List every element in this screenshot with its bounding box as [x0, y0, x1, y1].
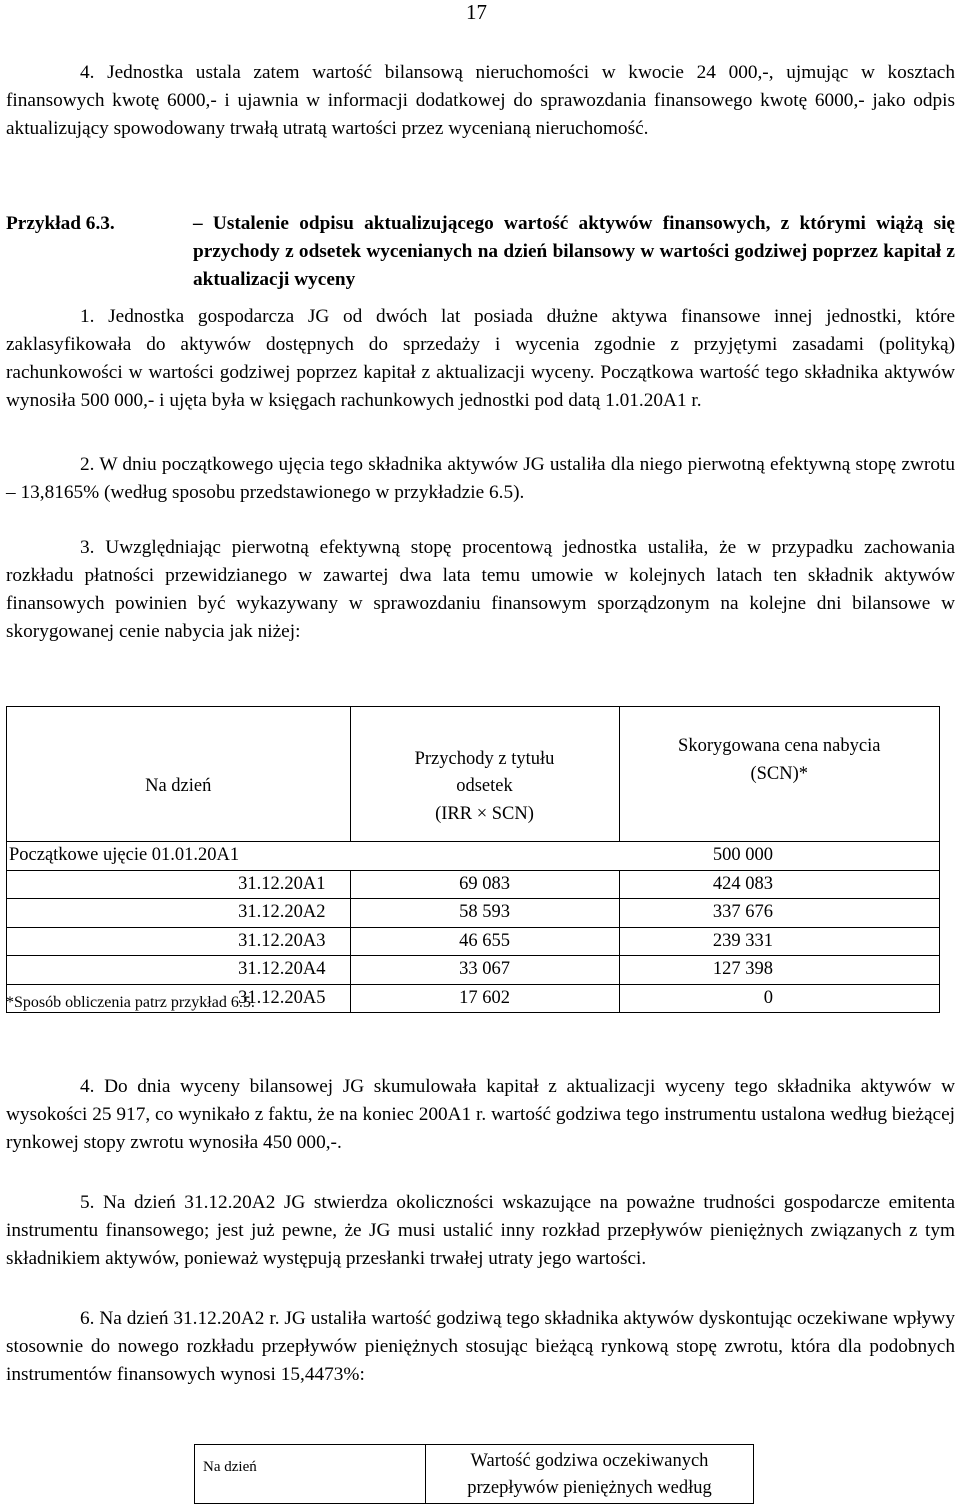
- fair-value-table: [194, 1444, 754, 1504]
- paragraph-5: 5. Na dzień 31.12.20A2 JG stwierdza okoliczności wskazujące na poważne trudności gospodarcze emitenta instrumentu finansowego; jest już pewne, że JG musi ustalić inny rozkład przepływów pieniężnych związanych z tym składnikiem aktywów, ponieważ występują przesłanki trwałej utraty jego wartości.: [6, 1192, 955, 1269]
- paragraph-3: 3. Uwzględniając pierwotną efektywną stopę procentową jednostka ustaliła, że w przypadku zachowania rozkładu płatności przewidzianego w zawartej dwa lata temu umowie w kolejnych latach ten składnik aktywów finansowych powinien być wykazywany w sprawozdaniu finansowym sporządzonym na kolejne dni bilansowe w skorygowanej cenie nabycia jak niżej:: [6, 537, 955, 642]
- paragraph-6: 6. Na dzień 31.12.20A2 r. JG ustaliła wartość godziwą tego składnika aktywów dyskontując oczekiwane wpływy stosownie do nowego rozkładu przepływów pieniężnych stosując bieżącą rynkową stopę zwrotu, która dla podobnych instrumentów finansowych wynosi 15,4473%:: [6, 1308, 955, 1385]
- row-interest: 46 655: [350, 927, 619, 956]
- header-interest: Przychody z tytułu odsetek (IRR × SCN): [350, 707, 619, 842]
- table-row: [7, 899, 940, 928]
- row-scn: 239 331: [619, 927, 940, 956]
- paragraph-2: 2. W dniu początkowego ujęcia tego składnika aktywów JG ustaliła dla niego pierwotną efektywną stopę zwrotu – 13,8165% (według sposobu przedstawionego w przykładzie 6.5).: [6, 454, 955, 503]
- row-date: 31.12.20A5: [7, 984, 351, 1013]
- header-date: Na dzień: [203, 1459, 257, 1475]
- row-scn: 500 000: [619, 842, 940, 871]
- paragraph-4-intro: 4. Jednostka ustala zatem wartość bilansową nieruchomości w kwocie 24 000,-, ujmując w kosztach finansowych kwotę 6000,- i ujawnia w informacji dodatkowej do sprawozdania finansowego kwotę 6000,- jako odpis aktualizujący spowodowany trwałą utratą wartości przez wycenianą nieruchomość.: [6, 62, 955, 139]
- page-number: 17: [466, 0, 487, 24]
- header-fair-value: Wartość godziwa oczekiwanych przepływów pieniężnych według: [426, 1445, 754, 1504]
- row-interest: 58 593: [350, 899, 619, 928]
- table-header-row: [7, 707, 940, 842]
- row-date: 31.12.20A4: [7, 956, 351, 985]
- amortized-cost-table: [6, 706, 940, 1013]
- row-scn: 0: [619, 984, 940, 1013]
- row-interest: [350, 842, 619, 871]
- table-row: [7, 842, 940, 871]
- row-date: Początkowe ujęcie 01.01.20A1: [7, 842, 351, 871]
- header-date: Na dzień: [145, 776, 212, 797]
- header-scn: Skorygowana cena nabycia (SCN)*: [619, 707, 940, 842]
- row-date: 31.12.20A2: [7, 899, 351, 928]
- row-scn: 337 676: [619, 899, 940, 928]
- table-footnote: *Sposób obliczenia patrz przykład 6.5.: [6, 994, 255, 1011]
- table-row: [7, 870, 940, 899]
- row-scn: 424 083: [619, 870, 940, 899]
- example-title: – Ustalenie odpisu aktualizującego wartość aktywów finansowych, z którymi wiążą się przychody z odsetek wycenianych na dzień bilansowy w wartości godziwej poprzez kapitał z aktualizacji wyceny: [193, 213, 955, 290]
- paragraph-1: 1. Jednostka gospodarcza JG od dwóch lat posiada dłużne aktywa finansowe innej jednostki, które zaklasyfikowała do aktywów dostępnych do sprzedaży i wycenia zgodnie z przyjętymi zasadami (polityką) rachunkowości w wartości godziwej poprzez kapitał z aktualizacji wyceny. Początkowa wartość tego składnika aktywów wynosiła 500 000,- i ujęta była w księgach rachunkowych jednostki pod datą 1.01.20A1 r.: [6, 306, 955, 411]
- table-header-row: [195, 1445, 754, 1504]
- row-date: 31.12.20A3: [7, 927, 351, 956]
- paragraph-4: 4. Do dnia wyceny bilansowej JG skumulowała kapitał z aktualizacji wyceny tego składnika aktywów w wysokości 25 917, co wynikało z faktu, że na koniec 200A1 r. wartość godziwa tego instrumentu ustalona według bieżącej rynkowej stopy zwrotu wynosiła 450 000,-.: [6, 1076, 955, 1153]
- row-scn: 127 398: [619, 956, 940, 985]
- row-interest: 69 083: [350, 870, 619, 899]
- row-interest: 17 602: [350, 984, 619, 1013]
- row-interest: 33 067: [350, 956, 619, 985]
- example-label: Przykład 6.3.: [6, 213, 115, 234]
- table-row: [7, 927, 940, 956]
- table-row: [7, 956, 940, 985]
- row-date: 31.12.20A1: [7, 870, 351, 899]
